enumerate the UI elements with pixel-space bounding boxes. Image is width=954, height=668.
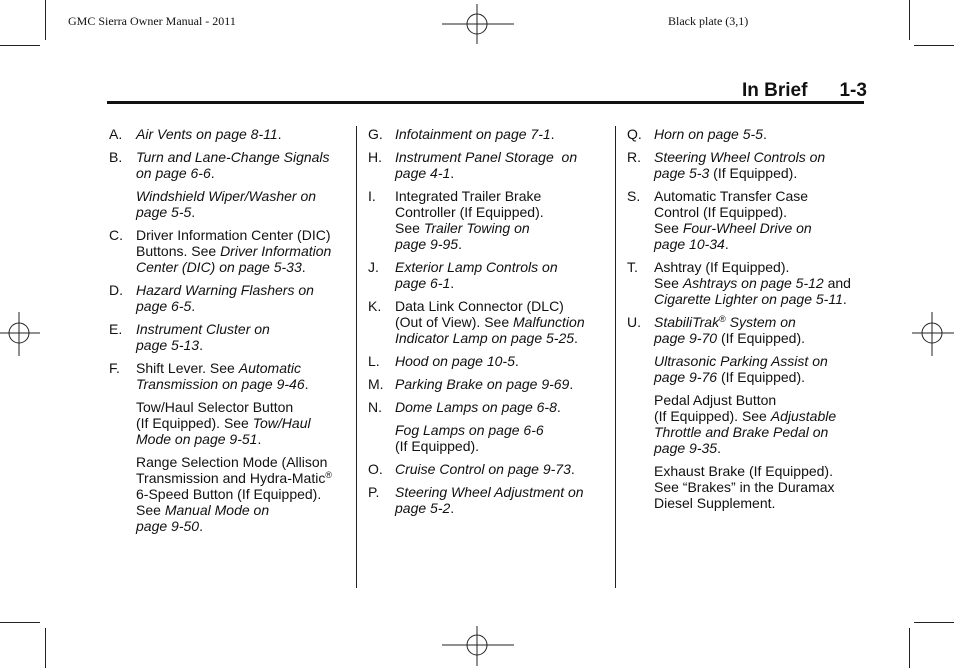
item-text: Shift Lever. See [136,360,239,376]
item-letter: U. [627,314,641,330]
item-link[interactable]: Ultrasonic Parking Assist on [654,353,828,369]
item-text: . [199,518,203,534]
legend-item-m [368,376,608,392]
item-letter: S. [627,188,641,204]
item-link[interactable]: System on [725,314,796,330]
legend-item-n [368,399,608,415]
item-letter: E. [109,321,123,337]
item-letter: J. [368,259,379,275]
item-text: . [191,204,196,220]
item-link[interactable]: Manual Mode on [164,502,270,518]
item-letter: Q. [627,126,642,142]
item-text: Driver Information Center (DIC) [136,227,331,243]
item-letter: K. [368,298,382,314]
item-text: . [762,126,767,142]
item-letter: A. [109,126,123,142]
item-link[interactable]: Cruise Control on page 9-73 [395,461,571,477]
item-link[interactable]: Instrument Cluster on [136,321,270,337]
item-text: . [277,126,282,142]
item-letter: L. [368,353,380,369]
legend-item-l [368,353,608,369]
item-text: Ashtray (If Equipped). [654,259,790,275]
item-link[interactable]: page 9-35 [654,440,718,456]
item-link[interactable]: Instrument Panel Storage on [395,149,578,165]
crop-mark [0,622,40,623]
crop-mark [909,0,910,40]
crop-mark [45,628,46,668]
item-link[interactable]: Infotainment on page 7-1 [395,126,551,142]
item-text: (Out of View). See [395,314,514,330]
item-link[interactable]: Indicator Lamp on page 5-25 [395,330,575,346]
item-text: (If Equipped). See [136,415,253,431]
item-letter: F. [109,360,120,376]
item-link[interactable]: Four-Wheel Drive on [682,220,812,236]
item-letter: D. [109,282,123,298]
item-text: . [570,461,575,477]
item-link[interactable]: Throttle and Brake Pedal on [654,424,829,440]
item-link[interactable]: Mode on page 9-51 [136,431,258,447]
item-letter: G. [368,126,383,142]
item-letter: P. [368,484,380,500]
legend-item-a [109,126,349,142]
item-text: See [395,220,424,236]
legend-item-s [627,188,877,252]
registered-mark: ® [325,470,332,480]
item-text: . [458,236,462,252]
item-text: . [301,259,306,275]
item-text: . [717,440,721,456]
item-text: Automatic Transfer Case [654,188,809,204]
item-letter: H. [368,149,382,165]
item-text: . [569,376,574,392]
crop-mark [45,0,46,40]
item-link[interactable]: Exterior Lamp Controls on [395,259,558,275]
registration-mark-left [0,312,40,356]
item-link[interactable]: page 4-1 [395,165,451,181]
legend-subitem [368,422,608,454]
item-text: Pedal Adjust Button [654,392,777,408]
item-text: . [574,330,578,346]
section-heading [742,80,867,102]
item-link[interactable]: Center (DIC) on page 5-33 [136,259,302,275]
item-link[interactable]: on page 6-6 [136,165,211,181]
item-text: (If Equipped). [709,165,798,181]
item-link[interactable]: Hood on page 10-5 [395,353,515,369]
item-text: . [191,298,196,314]
item-text: (If Equipped). [395,438,480,454]
legend-subitem [109,399,349,447]
item-text: Range Selection Mode (Allison [136,454,328,470]
item-text: . [210,165,215,181]
legend-item-h [368,149,608,181]
item-letter: M. [368,376,384,392]
legend-item-u [627,314,877,346]
item-text: . [514,353,519,369]
legend-item-o [368,461,608,477]
legend-item-f [109,360,349,392]
item-link[interactable]: Cigarette Lighter on page 5-11 [654,291,843,307]
item-text: . [450,275,455,291]
item-link[interactable]: Hazard Warning Flashers on [136,282,314,298]
item-link[interactable]: page 5-2 [395,500,451,516]
registration-mark-top [442,4,514,44]
item-link[interactable]: Steering Wheel Controls on [654,149,826,165]
item-link[interactable]: Fog Lamps on page 6-6 [395,422,544,438]
item-text: (If Equipped). See [654,408,771,424]
legend-subitem [109,454,349,534]
item-text: . [724,236,729,252]
item-text: See [136,502,165,518]
item-link[interactable]: Trailer Towing on [423,220,530,236]
item-letter: C. [109,227,123,243]
legend-subitem [627,353,877,385]
header-plate: Black plate (3,1) [668,14,749,28]
crop-mark [914,622,954,623]
legend-item-q [627,126,877,142]
item-link[interactable]: Automatic [238,360,301,376]
item-letter: B. [109,149,123,165]
item-link[interactable]: page 5-3 [654,165,710,181]
item-text: Transmission and Hydra-Matic [136,470,326,486]
item-letter: R. [627,149,641,165]
column-divider [356,126,357,588]
column-divider [615,126,616,588]
item-text: Buttons. See [136,243,221,259]
legend-item-e [109,321,349,353]
item-letter: O. [368,461,383,477]
legend-subitem [627,463,877,511]
registration-mark-bottom [442,626,514,666]
item-text: Data Link Connector (DLC) [395,298,564,314]
item-link[interactable]: Dome Lamps on page 6-8 [395,399,557,415]
legend-subitem [627,392,877,456]
item-link[interactable]: Steering Wheel Adjustment on [395,484,584,500]
registered-mark: ® [719,314,726,324]
item-link[interactable]: page 9-95 [395,236,459,252]
item-text: Diesel Supplement. [654,495,776,511]
item-text: Integrated Trailer Brake [395,188,542,204]
header-manual-title: GMC Sierra Owner Manual - 2011 [68,14,236,28]
item-link[interactable]: page 9-70 [654,330,718,346]
item-link[interactable]: Adjustable [770,408,837,424]
item-text: Exhaust Brake (If Equipped). [654,463,833,479]
item-text: See [654,275,683,291]
legend-item-j [368,259,608,291]
item-text: . [842,291,847,307]
item-link[interactable]: Horn on page 5-5 [654,126,763,142]
item-link[interactable]: StabiliTrak [654,314,720,330]
item-text: Controller (If Equipped). [395,204,544,220]
registration-mark-right [912,312,954,356]
item-text: See “Brakes” in the Duramax [654,479,835,495]
item-link[interactable]: Ashtrays on page 5-12 [682,275,824,291]
item-link[interactable]: Driver Information [220,243,332,259]
item-text: and [823,275,851,291]
legend-column-3 [627,126,877,518]
legend-subitem [109,188,349,220]
item-link[interactable]: Turn and Lane-Change Signals [136,149,330,165]
item-text: . [450,165,455,181]
legend-item-c [109,227,349,275]
item-text: See [654,220,683,236]
legend-item-b [109,149,349,181]
item-text: . [304,376,309,392]
page-number: 1-3 [839,80,867,101]
item-letter: T. [627,259,638,275]
item-link[interactable]: Malfunction [513,314,585,330]
item-link[interactable]: Air Vents on page 8-11 [136,126,278,142]
item-text: (If Equipped). [717,369,805,385]
item-text: Tow/Haul Selector Button [136,399,294,415]
legend-item-d [109,282,349,314]
crop-mark [0,45,40,46]
item-letter: I. [368,188,376,204]
item-link[interactable]: page 5-5 [136,204,192,220]
legend-item-g [368,126,608,142]
item-link[interactable]: Parking Brake on page 9-69 [395,376,570,392]
legend-item-i [368,188,608,252]
item-link[interactable]: page 9-50 [136,518,200,534]
item-text: (If Equipped). [717,330,805,346]
legend-item-p [368,484,608,516]
crop-mark [914,45,954,46]
legend-item-r [627,149,877,181]
crop-mark [909,628,910,668]
item-link[interactable]: Transmission on page 9-46 [136,376,305,392]
item-text: . [550,126,555,142]
item-link[interactable]: page 10-34 [654,236,725,252]
item-link[interactable]: page 6-1 [395,275,451,291]
legend-item-t [627,259,877,307]
item-link[interactable]: Tow/Haul [252,415,311,431]
legend-column-2 [368,126,608,523]
item-link[interactable]: page 9-76 [654,369,718,385]
legend-column-1 [109,126,349,541]
item-link[interactable]: page 6-5 [136,298,192,314]
item-link[interactable]: Windshield Wiper/Washer on [136,188,317,204]
item-letter: N. [368,399,382,415]
item-text: Control (If Equipped). [654,204,788,220]
section-title: In Brief [742,80,808,101]
item-text: . [556,399,561,415]
item-text: . [199,337,203,353]
item-text: . [450,500,455,516]
heading-rule [107,101,864,104]
legend-item-k [368,298,608,346]
item-text: . [257,431,262,447]
item-link[interactable]: page 5-13 [136,337,200,353]
item-text: 6-Speed Button (If Equipped). [136,486,322,502]
